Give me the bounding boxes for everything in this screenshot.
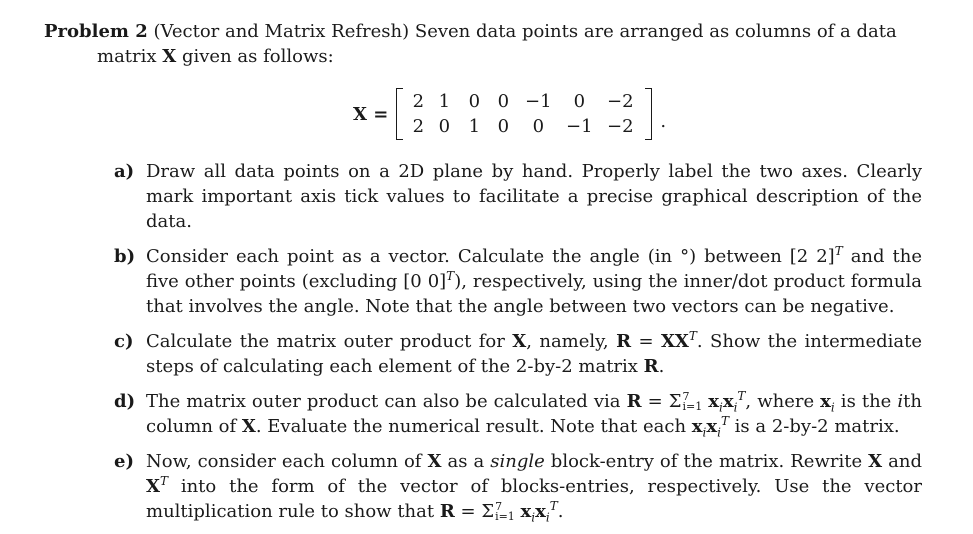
text: . Evaluate the numerical result. Note that each bbox=[255, 416, 692, 437]
index: i bbox=[830, 400, 835, 415]
sum-upper: 7 bbox=[495, 500, 503, 513]
index: i bbox=[733, 400, 738, 415]
right-bracket bbox=[645, 88, 652, 140]
subpart-e bbox=[114, 449, 922, 524]
matrix-symbol: X bbox=[868, 451, 883, 472]
matrix-symbol: R bbox=[439, 501, 455, 522]
text: th bbox=[903, 391, 922, 412]
matrix-cell: 1 bbox=[438, 91, 451, 112]
matrix-cell: −1 bbox=[566, 116, 593, 137]
vector-symbol: x bbox=[691, 416, 703, 437]
text: , where bbox=[745, 391, 821, 412]
text: given as follows: bbox=[181, 46, 334, 67]
sum-upper: 7 bbox=[682, 390, 690, 403]
text: and the five other points (excluding [0 0] bbox=[146, 246, 922, 292]
subpart-d bbox=[114, 389, 922, 439]
text: column of bbox=[146, 416, 242, 437]
text: = Σ bbox=[641, 391, 682, 412]
text: is a 2-by-2 matrix. bbox=[728, 416, 900, 437]
problem-line-2 bbox=[44, 44, 924, 69]
subpart-label: b) bbox=[114, 246, 136, 267]
problem-statement bbox=[44, 19, 924, 69]
index: i bbox=[531, 510, 536, 525]
matrix-symbol: R bbox=[626, 391, 642, 412]
transpose: T bbox=[446, 269, 455, 283]
matrix-symbol: X bbox=[427, 451, 442, 472]
matrix-cell: 0 bbox=[497, 116, 510, 137]
text: . Show the intermediate steps of calculating each element of the 2-by-2 matrix bbox=[146, 331, 922, 377]
matrix-equation bbox=[353, 87, 666, 141]
text: ), respectively, using the inner/dot product formula that involves the angle. Note that the angle between two vectors can be negative. bbox=[146, 271, 922, 317]
matrix-symbol: R bbox=[616, 331, 632, 352]
matrix-symbol: X bbox=[146, 476, 160, 497]
index: i bbox=[702, 425, 707, 440]
transpose: T bbox=[834, 244, 843, 258]
matrix-symbol: XX bbox=[660, 331, 689, 352]
matrix-period: . bbox=[660, 110, 667, 132]
matrix-symbol: X bbox=[241, 416, 256, 437]
subpart-label: c) bbox=[114, 331, 134, 352]
matrix-cell: 0 bbox=[532, 116, 545, 137]
vector-symbol: x bbox=[820, 391, 831, 412]
text: = bbox=[631, 331, 661, 352]
subpart-c bbox=[114, 329, 922, 379]
text: The matrix outer product can also be calculated via bbox=[146, 391, 627, 412]
subpart-a bbox=[114, 159, 922, 234]
subpart-label: d) bbox=[114, 391, 136, 412]
text: block-entry of the matrix. Rewrite bbox=[544, 451, 869, 472]
problem-line-1 bbox=[44, 19, 924, 44]
matrix-cell: 2 bbox=[412, 91, 425, 112]
matrix-cell: 2 bbox=[412, 116, 425, 137]
transpose: T bbox=[737, 389, 746, 403]
index: i bbox=[717, 425, 721, 440]
sum-limits bbox=[682, 392, 702, 412]
problem-intro: (Vector and Matrix Refresh) Seven data points are arranged as columns of a data bbox=[153, 21, 897, 42]
vector-symbol: x bbox=[708, 391, 719, 412]
text: Consider each point as a vector. Calculate the angle (in °) between [2 2] bbox=[146, 246, 835, 267]
matrix-cell: 0 bbox=[438, 116, 451, 137]
text: = Σ bbox=[454, 501, 495, 522]
sum-lower: i=1 bbox=[495, 510, 515, 523]
matrix-symbol: R bbox=[643, 356, 659, 377]
subpart-text bbox=[146, 329, 922, 379]
matrix-cell: 0 bbox=[497, 91, 510, 112]
sum-lower: i=1 bbox=[682, 400, 703, 413]
matrix-lhs: X = bbox=[353, 103, 389, 125]
subpart-text bbox=[146, 449, 922, 524]
transpose: T bbox=[159, 474, 168, 488]
index: i bbox=[897, 391, 904, 412]
text: . bbox=[557, 501, 564, 522]
matrix-cell: −2 bbox=[607, 91, 634, 112]
subpart-label: e) bbox=[114, 451, 134, 472]
transpose: T bbox=[549, 499, 558, 513]
subparts-list bbox=[114, 159, 922, 534]
text: , namely, bbox=[526, 331, 617, 352]
sum-limits bbox=[495, 502, 515, 522]
index: i bbox=[545, 510, 550, 525]
matrix-cell: −1 bbox=[525, 91, 552, 112]
text: matrix bbox=[97, 46, 157, 67]
vector-symbol: x bbox=[706, 416, 718, 437]
subpart-label: a) bbox=[114, 161, 135, 182]
emphasis: single bbox=[490, 451, 545, 472]
matrix-cell: 0 bbox=[468, 91, 481, 112]
text: Now, consider each column of bbox=[146, 451, 428, 472]
left-bracket bbox=[396, 88, 403, 140]
text: Calculate the matrix outer product for bbox=[146, 331, 513, 352]
subpart-text: Draw all data points on a 2D plane by hand. Properly label the two axes. Clearly mark important axis tick values to facilitate a precise graphical description of the data. bbox=[146, 161, 922, 232]
vector-symbol: x bbox=[520, 501, 532, 522]
index: i bbox=[718, 400, 723, 415]
text: . bbox=[658, 356, 665, 377]
matrix-cell: 1 bbox=[468, 116, 481, 137]
matrix-grid bbox=[403, 89, 645, 139]
matrix-cell: 0 bbox=[573, 91, 586, 112]
vector-symbol: x bbox=[535, 501, 546, 522]
subpart-b bbox=[114, 244, 922, 319]
transpose: T bbox=[720, 414, 729, 428]
text: into the form of the vector of blocks-entries, respectively. Use the vector multiplication rule to show that bbox=[146, 476, 922, 522]
text: is the bbox=[834, 391, 898, 412]
subpart-text bbox=[146, 244, 922, 319]
matrix-cell: −2 bbox=[607, 116, 634, 137]
matrix-symbol: X bbox=[512, 331, 527, 352]
text: and bbox=[882, 451, 922, 472]
vector-symbol: x bbox=[722, 391, 734, 412]
problem-number: Problem 2 bbox=[44, 21, 148, 42]
matrix-symbol: X bbox=[162, 46, 177, 67]
transpose: T bbox=[688, 329, 697, 343]
text: as a bbox=[441, 451, 491, 472]
subpart-text bbox=[146, 389, 922, 439]
